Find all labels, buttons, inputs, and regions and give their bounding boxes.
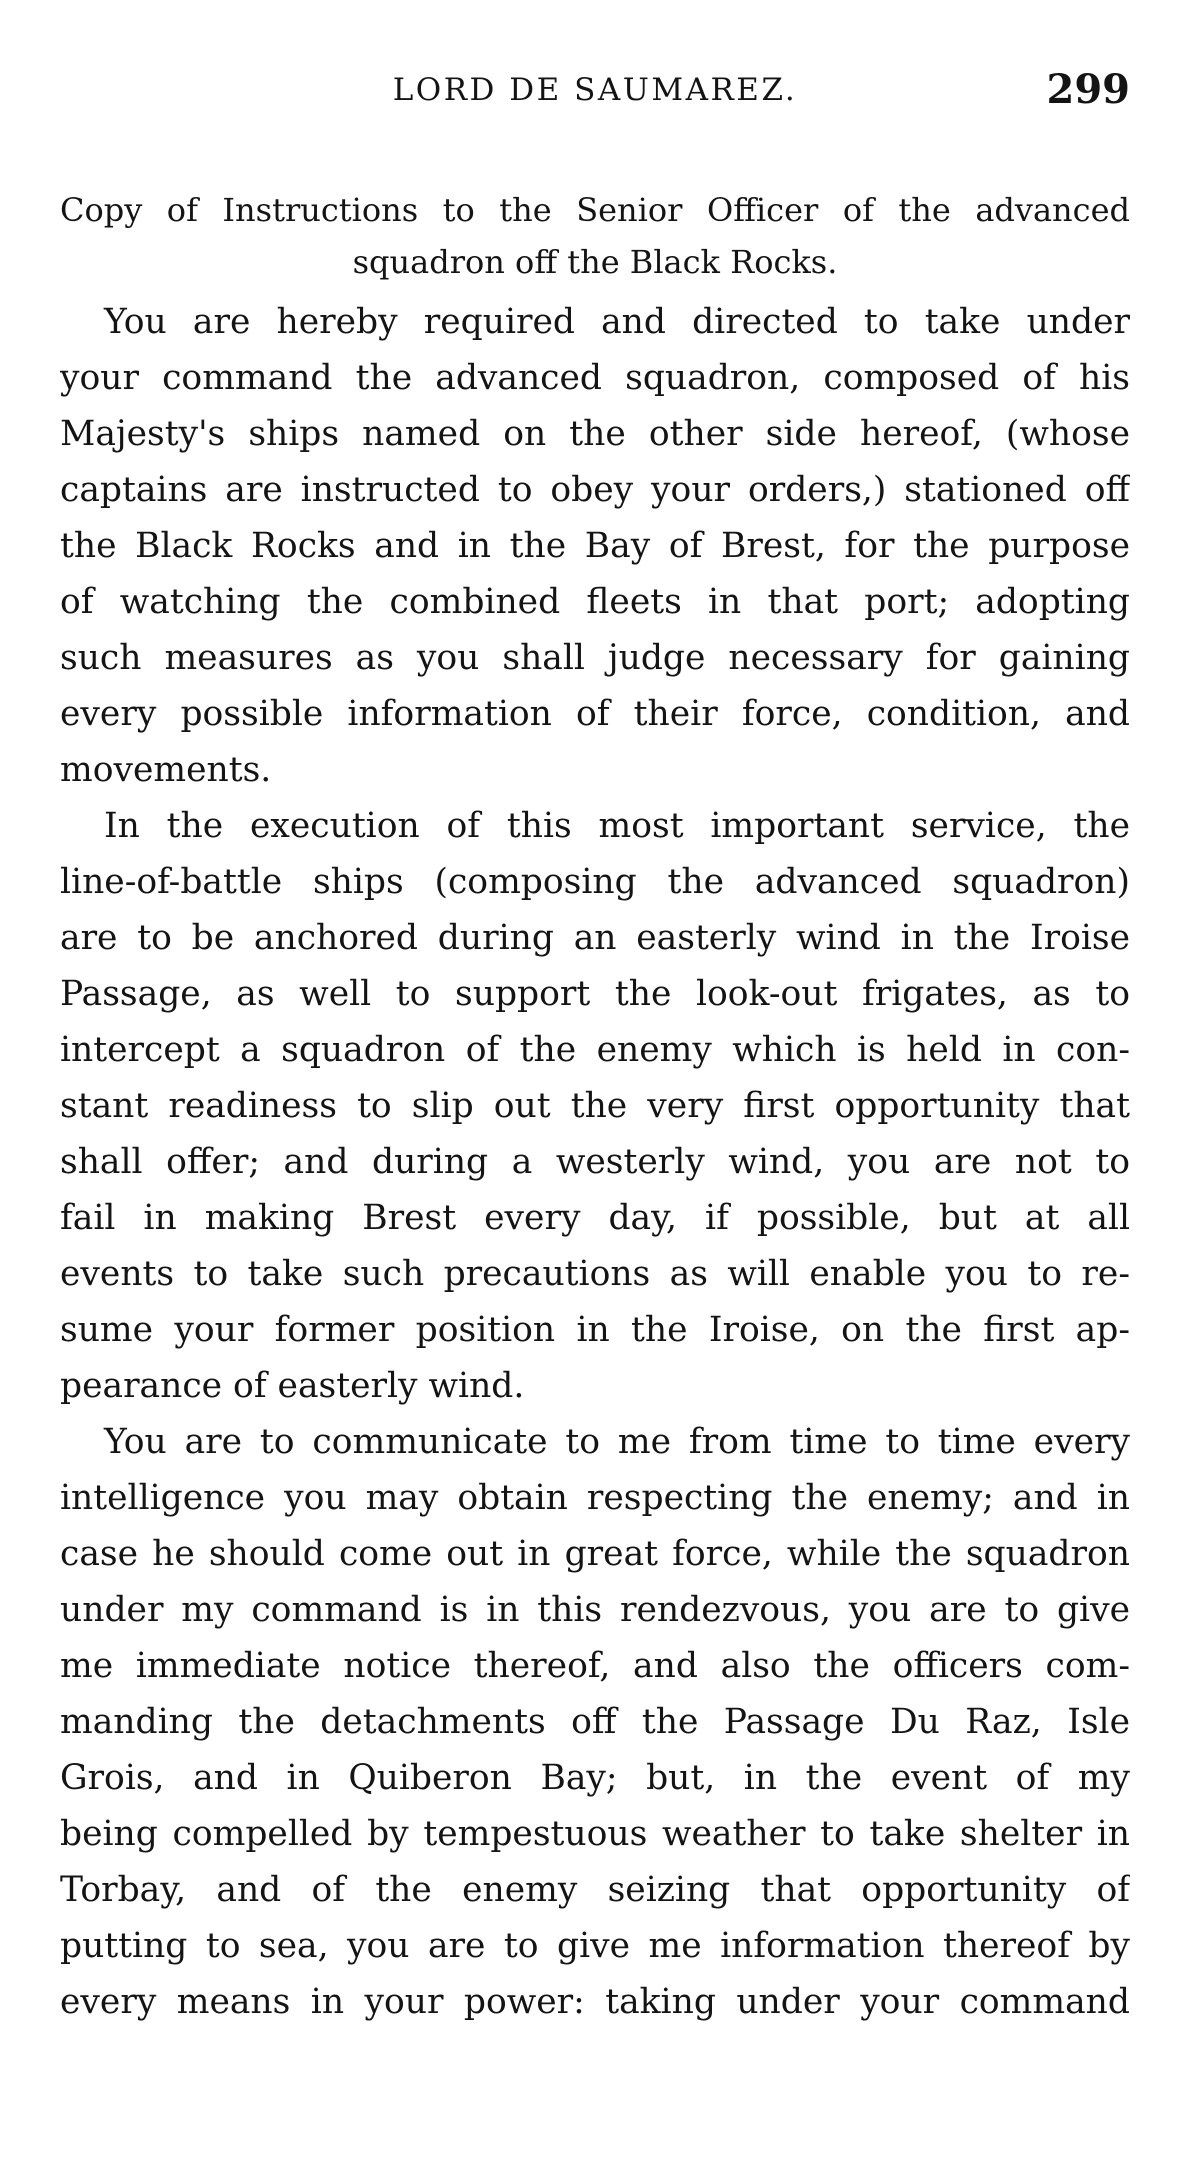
paragraph-3 [60, 1414, 1130, 2030]
text-line: shall offer; and during a westerly wind, you are not to [60, 1142, 1130, 1182]
text-line: You are hereby required and directed to take under [104, 302, 1130, 342]
text-line: movements. [60, 750, 272, 790]
text-line: every possible information of their force, condition, and [60, 694, 1130, 734]
heading-line: squadron off the Black Rocks. [352, 243, 838, 281]
heading-line: Copy of Instructions to the Senior Officer of the advanced [60, 191, 1130, 229]
text-line: fail in making Brest every day, if possible, but at all [60, 1198, 1130, 1238]
text-line: under my command is in this rendezvous, you are to give [60, 1590, 1130, 1630]
text-line: your command the advanced squadron, composed of his [60, 358, 1130, 398]
text-line: Passage, as well to support the look-out frigates, as to [60, 974, 1130, 1014]
text-line: In the execution of this most important service, the [104, 806, 1130, 846]
text-line: case he should come out in great force, while the squadron [60, 1534, 1130, 1574]
running-head [60, 66, 1130, 126]
text-line: captains are instructed to obey your orders,) stationed off [60, 470, 1130, 510]
text-line: the Black Rocks and in the Bay of Brest, for the purpose [60, 526, 1130, 566]
text-line: manding the detachments off the Passage Du Raz, Isle [60, 1702, 1130, 1742]
text-line: me immediate notice thereof, and also the officers com- [60, 1646, 1130, 1686]
text-line: Majesty's ships named on the other side hereof, (whose [60, 414, 1130, 454]
text-line: being compelled by tempestuous weather to take shelter in [60, 1814, 1130, 1854]
text-line: intercept a squadron of the enemy which is held in con- [60, 1030, 1130, 1070]
text-line: events to take such precautions as will enable you to re- [60, 1254, 1130, 1294]
text-line: Torbay, and of the enemy seizing that opportunity of [60, 1870, 1130, 1910]
text-line: are to be anchored during an easterly wind in the Iroise [60, 918, 1130, 958]
text-line: intelligence you may obtain respecting the enemy; and in [60, 1478, 1130, 1518]
text-line: Grois, and in Quiberon Bay; but, in the event of my [60, 1758, 1130, 1798]
paragraph-1 [60, 294, 1130, 798]
text-line: such measures as you shall judge necessary for gaining [60, 638, 1130, 678]
document-heading [60, 184, 1130, 288]
text-line: pearance of easterly wind. [60, 1366, 525, 1406]
paragraph-2 [60, 798, 1130, 1414]
text-line: sume your former position in the Iroise, on the first ap- [60, 1310, 1130, 1350]
text-line: every means in your power: taking under your command [60, 1982, 1130, 2022]
text-line: of watching the combined fleets in that port; adopting [60, 582, 1130, 622]
text-line: line-of-battle ships (composing the advanced squadron) [60, 862, 1130, 902]
text-line: putting to sea, you are to give me information thereof by [60, 1926, 1130, 1966]
running-title: LORD DE SAUMAREZ. [392, 72, 798, 108]
body-text [60, 294, 1130, 2030]
page-number: 299 [1046, 66, 1130, 113]
text-line: stant readiness to slip out the very first opportunity that [60, 1086, 1130, 1126]
text-line: You are to communicate to me from time to time every [104, 1422, 1130, 1462]
